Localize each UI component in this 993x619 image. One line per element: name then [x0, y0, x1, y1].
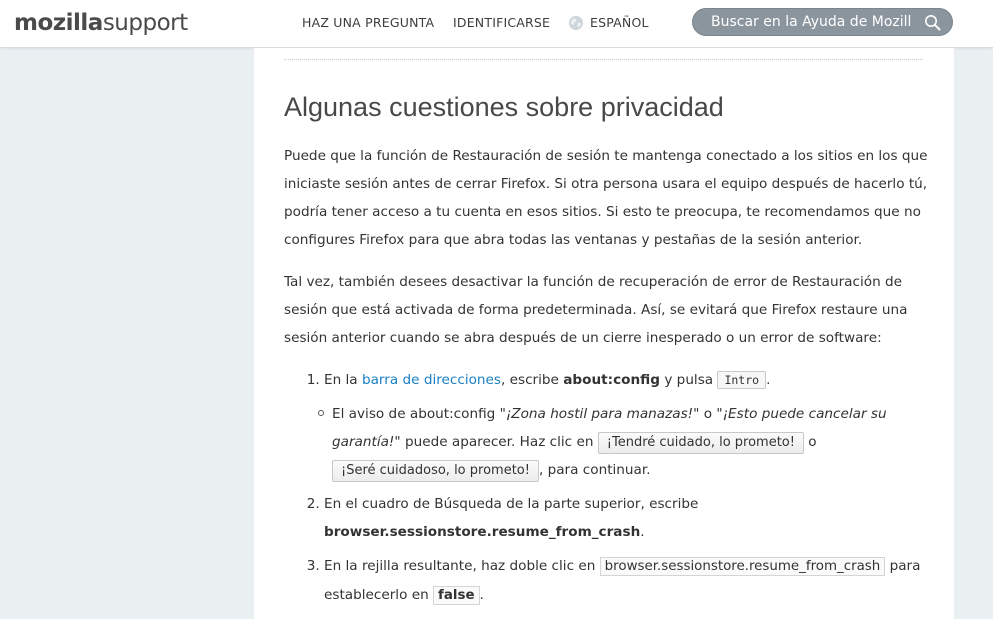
sub-mid3: o: [803, 434, 817, 450]
warning-quote-2: "¡Esto puede cancelar su garantía!": [332, 406, 887, 450]
search-box: [692, 8, 953, 36]
search-input[interactable]: [711, 12, 911, 32]
nav-language-label: ESPAÑOL: [590, 15, 649, 30]
warning-quote-1: "¡Zona hostil para manazas!": [499, 406, 700, 422]
sub-mid: o: [699, 406, 717, 422]
step-1: [324, 366, 929, 484]
section-title: Algunas cuestiones sobre privacidad: [284, 92, 724, 122]
article-panel: [254, 48, 954, 619]
globe-icon: [569, 16, 583, 30]
nav-ask-question[interactable]: HAZ UNA PREGUNTA: [302, 15, 435, 30]
address-bar-link[interactable]: barra de direcciones: [361, 372, 501, 388]
nav-language[interactable]: [569, 15, 649, 30]
enter-key: Intro: [717, 371, 766, 389]
article-content: [284, 142, 929, 616]
step-3: [324, 552, 929, 610]
logo-brand: mozilla: [14, 10, 103, 36]
step-3-prefix: En la rejilla resultante, haz doble clic en: [324, 558, 600, 574]
steps-list: [284, 366, 929, 610]
step-3-mid: para establecerlo en: [324, 558, 921, 603]
pref-name-code: browser.sessionstore.resume_from_crash: [600, 557, 886, 576]
search-icon[interactable]: [924, 14, 942, 32]
site-header: [0, 0, 993, 48]
step-1-sublist: [318, 400, 929, 484]
step-1-subitem: [332, 400, 929, 484]
paragraph-crash-recovery: Tal vez, también desees desactivar la función de recuperación de error de Restauración de sesión que está activada de forma predeterminada. Así, se evitará que Firefox restaure una sesión anterior cuando se abra después de un cierre inesperado o un error de software:: [284, 274, 908, 346]
about-config-text: about:config: [563, 372, 660, 388]
sub-prefix: El aviso de about:config: [332, 406, 500, 422]
promise-button-1: ¡Tendré cuidado, lo prometo!: [598, 432, 804, 454]
false-value: false: [433, 586, 480, 605]
logo-suffix: support: [102, 10, 188, 36]
promise-button-2: ¡Seré cuidadoso, lo prometo!: [332, 460, 539, 482]
step-2-suffix: .: [640, 524, 645, 540]
step-2-prefix: En el cuadro de Búsqueda de la parte superior, escribe: [324, 496, 699, 512]
circle-bullet-icon: [318, 410, 324, 416]
step-1-prefix: En la: [324, 372, 362, 388]
step-3-suffix: .: [479, 587, 484, 603]
nav-login[interactable]: IDENTIFICARSE: [453, 15, 551, 30]
mozilla-support-logo[interactable]: [14, 8, 188, 38]
step-1-mid: , escribe: [501, 372, 564, 388]
step-1-mid2: y pulsa: [660, 372, 718, 388]
sub-mid2: puede aparecer. Haz clic en: [400, 434, 598, 450]
section-divider: [284, 59, 923, 60]
step-2: [324, 490, 929, 546]
pref-name-bold: browser.sessionstore.resume_from_crash: [324, 524, 641, 540]
sub-suffix: , para continuar.: [538, 462, 651, 478]
paragraph-privacy: Puede que la función de Restauración de sesión te mantenga conectado a los sitios en los que iniciaste sesión antes de cerrar Firefox. Si otra persona usara el equipo después de hacerlo tú, podría tener acceso a tu cuenta en esos sitios. Si esto te preocupa, te recomendamos que no configures Firefox para que abra todas las ventanas y pestañas de la sesión anterior.: [284, 148, 928, 248]
step-1-suffix: .: [766, 372, 771, 388]
